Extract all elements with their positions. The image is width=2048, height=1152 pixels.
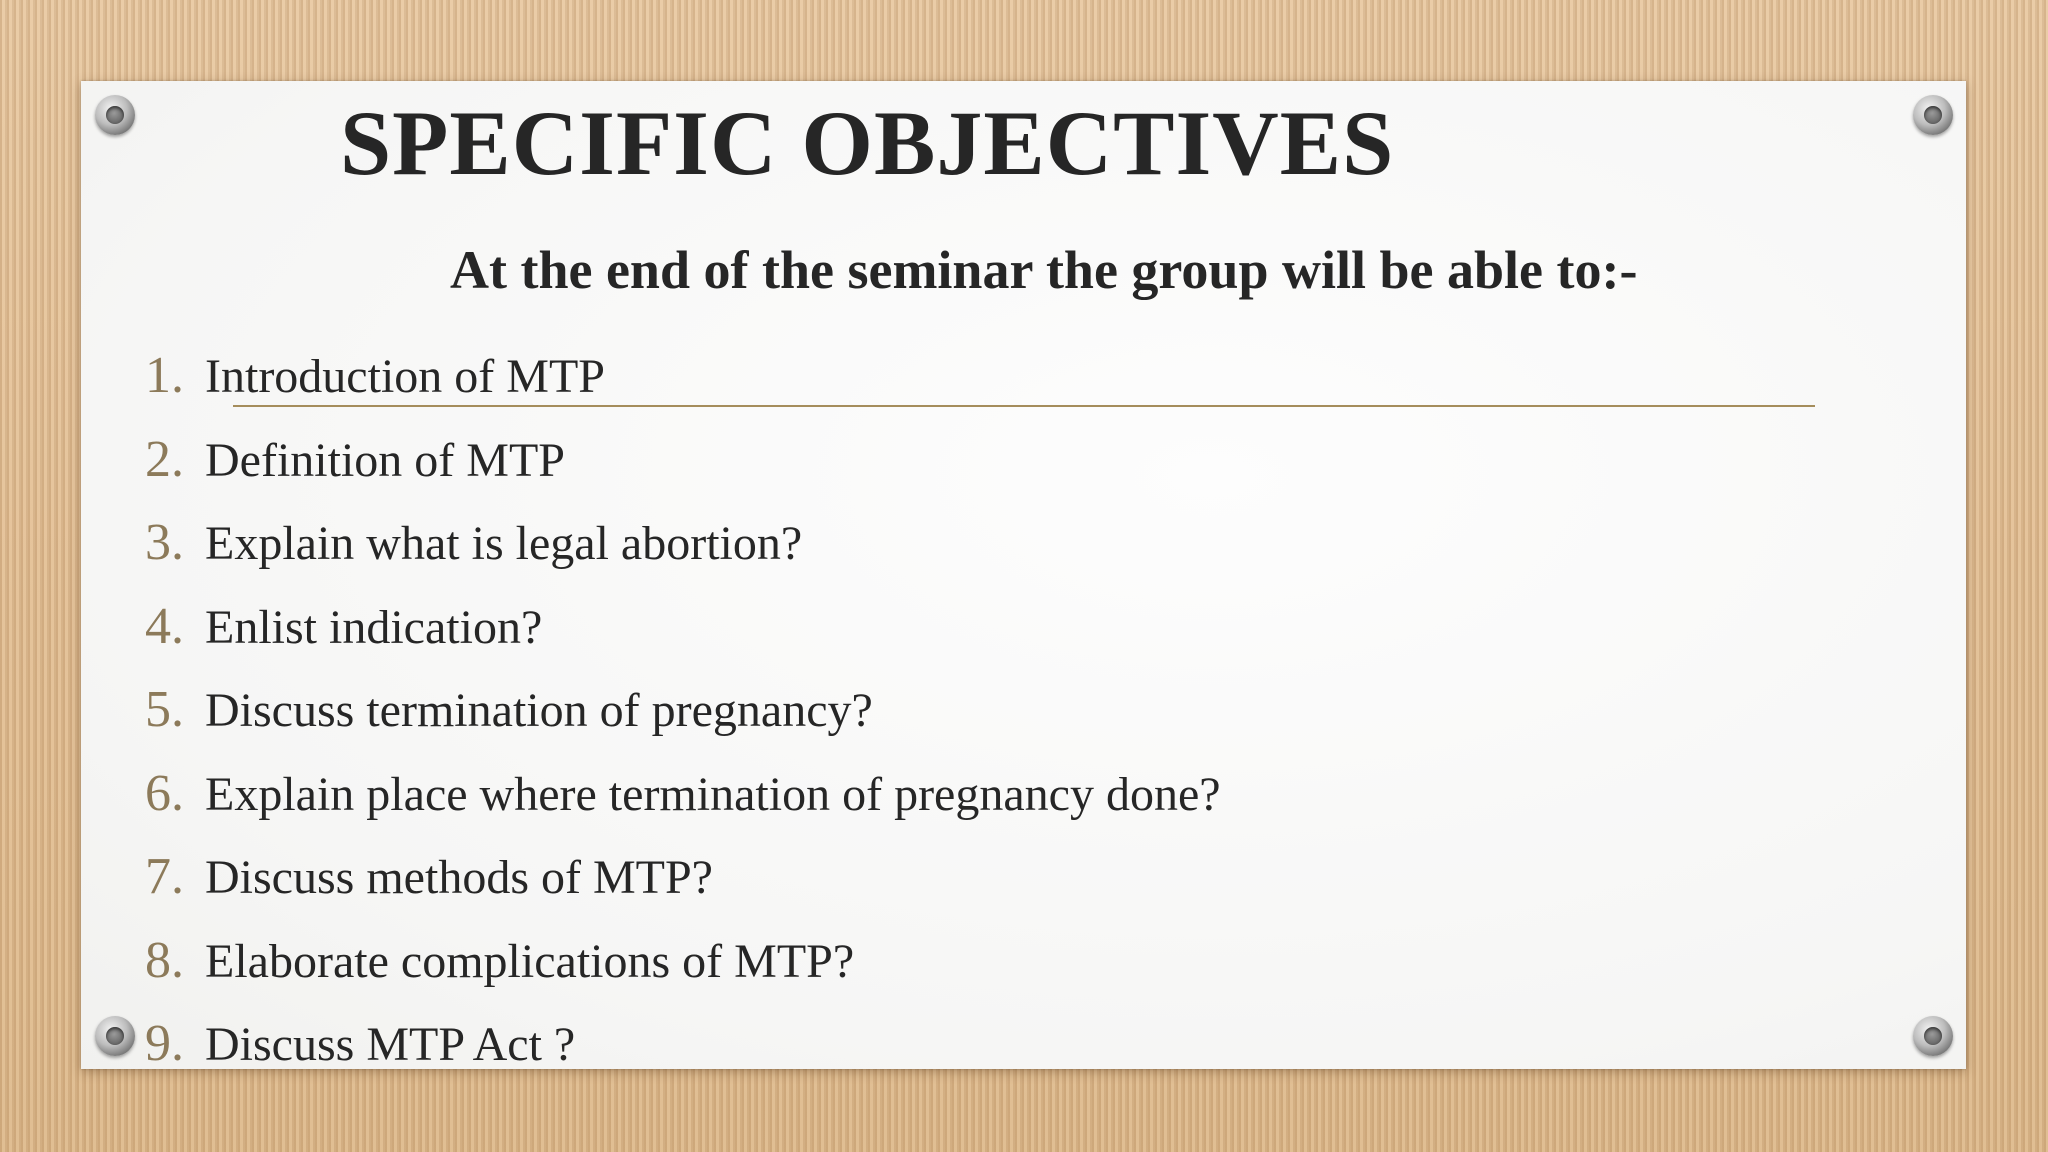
- item-number: 6.: [145, 764, 184, 822]
- item-text: Explain what is legal abortion?: [205, 517, 803, 570]
- list-item: [145, 1014, 1221, 1098]
- item-number: 1.: [145, 347, 184, 404]
- list-item: [145, 931, 1221, 1015]
- item-text: Definition of MTP: [205, 433, 565, 487]
- rivet-icon: [1913, 1016, 1953, 1056]
- item-text: Discuss termination of pregnancy?: [205, 684, 873, 737]
- item-number: 4.: [145, 597, 184, 655]
- item-text: Enlist indication?: [205, 600, 543, 654]
- list-item: [145, 680, 1221, 764]
- item-number: 3.: [145, 514, 184, 571]
- slide-subtitle: At the end of the seminar the group will be able to:-: [450, 240, 1638, 300]
- list-item: [145, 847, 1221, 931]
- list-item: [145, 430, 1221, 514]
- list-item: [145, 597, 1221, 681]
- list-item: [145, 513, 1221, 597]
- item-number: 8.: [145, 931, 184, 989]
- list-item: [145, 346, 1221, 430]
- rivet-icon: [95, 1016, 135, 1056]
- objectives-list: [145, 346, 1221, 1098]
- item-text: Introduction of MTP: [205, 350, 605, 403]
- item-text: Discuss MTP Act ?: [205, 1018, 576, 1071]
- item-text: Elaborate complications of MTP?: [205, 934, 855, 988]
- item-number: 7.: [145, 848, 184, 905]
- list-item: [145, 764, 1221, 848]
- slide-title: SPECIFIC OBJECTIVES: [340, 92, 1395, 194]
- item-number: 5.: [145, 681, 184, 738]
- item-number: 9.: [145, 1015, 184, 1072]
- item-text: Discuss methods of MTP?: [205, 851, 713, 904]
- rivet-icon: [1913, 95, 1953, 135]
- item-text: Explain place where termination of pregnancy done?: [205, 767, 1221, 821]
- item-number: 2.: [145, 430, 184, 488]
- rivet-icon: [95, 95, 135, 135]
